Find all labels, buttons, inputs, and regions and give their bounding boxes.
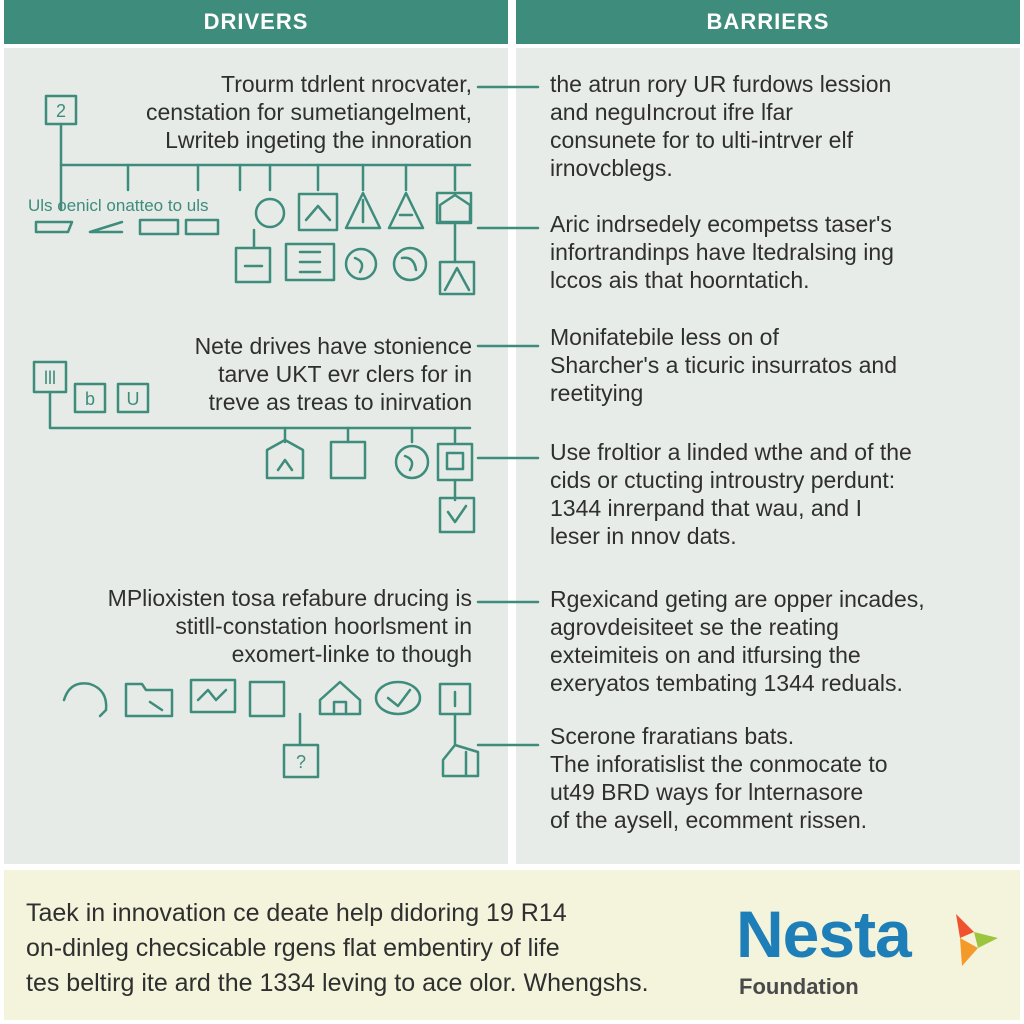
nesta-logo-word: Nesta <box>736 897 911 971</box>
footer-line-1: Taek in innovation ce deate help didoring 19 R14 <box>26 899 567 927</box>
driver-2-line-3: treve as treas to inirvation <box>208 389 472 415</box>
driver-3-line-2: stitll-constation hoorlsment in <box>175 613 472 639</box>
barrier-6-line-3: ut49 BRD ways for lnternasore <box>550 779 864 805</box>
driver-2-line-2: tarve UKT evr clers for in <box>218 361 472 387</box>
small-arrows <box>36 222 122 232</box>
barrier-connectors <box>478 87 538 745</box>
barrier-4-line-3: 1344 inrerpand that wau, and I <box>550 495 863 521</box>
driver-2-line-1: Nete drives have stonience <box>194 333 472 359</box>
nesta-logo-mark-icon <box>948 908 1000 974</box>
barrier-5-line-4: exeryatos tembating 1344 reduals. <box>550 670 903 696</box>
barrier-6-line-1: Scerone fraratians bats. <box>550 723 795 749</box>
driver-text-1 <box>146 70 472 154</box>
barrier-3-line-1: Monifatebile less on of <box>550 324 779 350</box>
barrier-text-4 <box>550 438 912 550</box>
eye-icon <box>376 682 420 714</box>
barrier-text-1 <box>550 70 891 182</box>
driver-1-line-1: Trourm tdrlent nrocvater, <box>221 71 472 97</box>
question-box-label: ? <box>295 752 307 772</box>
driver-text-2 <box>195 332 472 416</box>
door-icon <box>331 442 365 478</box>
barrier-1-line-2: and neguIncrout ifre lfar <box>550 99 793 125</box>
nesta-logo-subtitle: Foundation <box>739 974 859 999</box>
barrier-text-6 <box>550 722 888 834</box>
driver-1-line-3: Lwriteb ingeting the innoration <box>165 127 472 153</box>
drivers-caption: Uls oenicl onatteo to uls <box>28 196 209 215</box>
barrier-3-line-2: Sharcher's a ticuric insurratos and <box>550 352 897 378</box>
barrier-text-2 <box>550 210 894 294</box>
house-icon-2 <box>320 682 360 714</box>
barrier-5-line-1: Rgexicand geting are opper incades, <box>550 586 925 612</box>
barrier-5-line-3: exteimiteis on and itfursing the <box>550 642 861 668</box>
shield-icon <box>443 745 478 776</box>
footer-line-2: on-dinleg checsicable rgens flat embentiry of life <box>26 934 560 962</box>
barrier-3-line-3: reetitying <box>550 380 644 406</box>
footer-text <box>26 896 649 1001</box>
barrier-1-line-4: irnovcblegs. <box>550 155 673 181</box>
barrier-4-line-1: Use froltior a linded wthe and of the <box>550 439 912 465</box>
barrier-2-line-1: Aric indrsedely ecompetss taser's <box>550 211 892 237</box>
head-icon <box>394 248 426 280</box>
house-icon <box>440 195 470 222</box>
driver-1-line-2: censtation for sumetiangelment, <box>145 99 472 125</box>
drivers-header-label: DRIVERS <box>203 9 309 34</box>
folder-icon <box>126 684 172 716</box>
ear-icon <box>64 683 106 716</box>
barrier-1-line-3: consunete for to ulti-intrver elf <box>550 127 853 153</box>
barrier-2-line-3: lccos ais that hoorntatich. <box>550 267 810 293</box>
barrier-4-line-4: leser in nnov dats. <box>550 523 737 549</box>
box-u-2 <box>250 682 284 716</box>
barriers-header-label: BARRIERS <box>706 9 830 34</box>
barrier-text-3 <box>550 323 897 407</box>
barrier-2-line-2: infortrandinps have ltedralsing ing <box>550 239 894 265</box>
driver-text-3 <box>108 584 472 668</box>
barrier-4-line-2: cids or ctucting introustry perdunt: <box>550 467 896 493</box>
flask-icon <box>346 193 380 228</box>
barrier-1-line-1: the atrun rory UR furdows lession <box>550 71 892 97</box>
flask-icon-2 <box>389 193 423 228</box>
barrier-text-5 <box>550 585 925 697</box>
barrier-6-line-4: of the aysell, ecomment rissen. <box>550 807 868 833</box>
chart-icon <box>299 194 337 230</box>
driver-3-line-1: MPlioxisten tosa refabure drucing is <box>107 585 472 611</box>
footer-line-3: tes beltirg ite ard the 1334 leving to ace olor. Whengshs. <box>26 969 649 997</box>
check-icon <box>440 498 474 532</box>
box-lll-label: lll <box>44 368 56 388</box>
box-u-label: U <box>126 389 140 409</box>
square-icon <box>438 444 472 480</box>
barrier-5-line-2: agrovdeisiteet se the reating <box>550 614 839 640</box>
barrier-6-line-2: The inforatislist the conmocate to <box>550 751 888 777</box>
box-2-label: 2 <box>55 101 67 121</box>
box-b-label: b <box>84 389 96 409</box>
driver-3-line-3: exomert-linke to though <box>231 641 472 667</box>
face-icon <box>256 199 284 227</box>
